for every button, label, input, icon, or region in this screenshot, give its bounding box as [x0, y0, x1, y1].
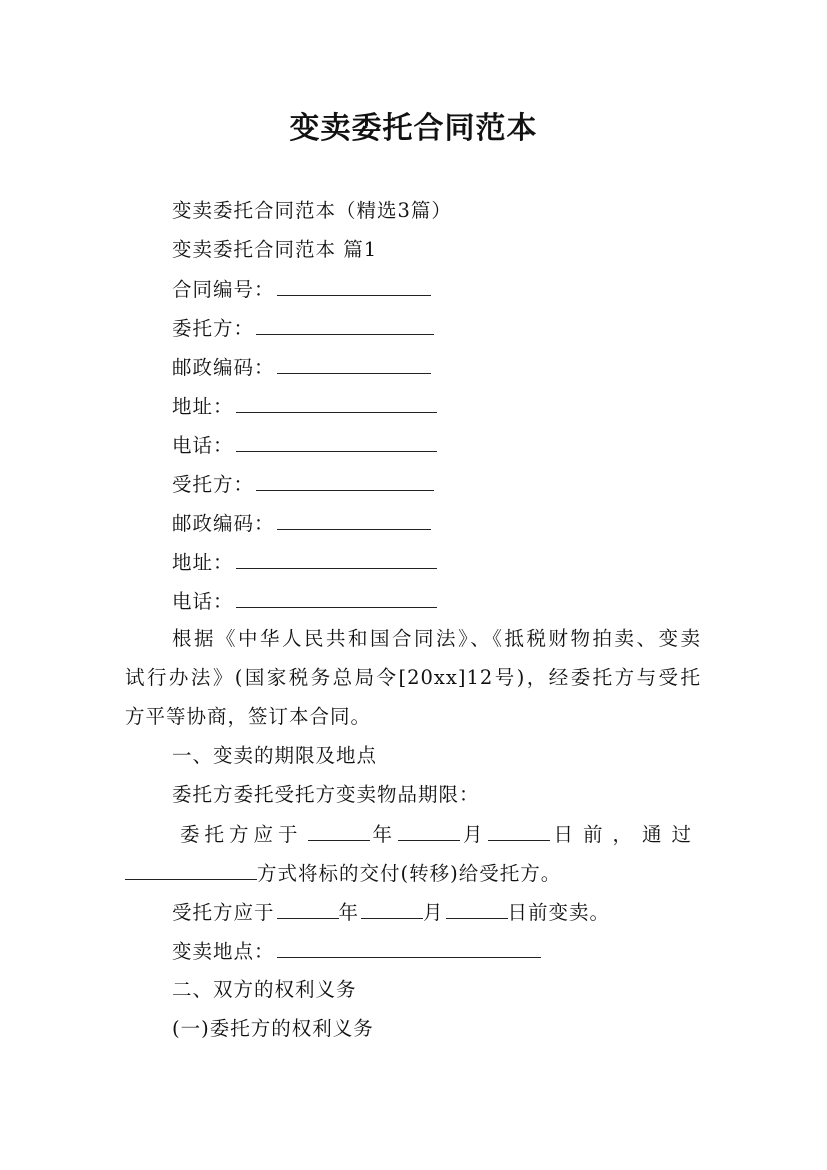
heading-rights-obligations: 二、双方的权利义务	[172, 978, 357, 1001]
field-agent-phone	[172, 589, 437, 614]
fill-blank[interactable]	[236, 394, 437, 413]
day-unit: 日前，通过	[553, 823, 701, 846]
fill-blank-month[interactable]	[398, 822, 460, 841]
fill-blank[interactable]	[256, 316, 434, 335]
field-principal	[172, 316, 434, 341]
paragraph-line	[125, 861, 701, 900]
fill-blank-month[interactable]	[361, 900, 423, 919]
delivery-text-2: 方式将标的交付(转移)给受托方。	[257, 862, 562, 885]
field-label: 变卖地点：	[172, 940, 275, 963]
field-label: 电话：	[172, 590, 234, 613]
fill-blank[interactable]	[236, 550, 437, 569]
field-label: 电话：	[172, 434, 234, 457]
field-principal-address	[172, 394, 437, 419]
basis-paragraph	[125, 627, 701, 744]
document-subtitle: 变卖委托合同范本（精选3篇）	[172, 199, 452, 222]
field-label: 邮政编码：	[172, 512, 275, 535]
field-label: 受托方：	[172, 473, 255, 496]
paragraph-line: 根据《中华人民共和国合同法》、《抵税财物拍卖、变卖	[172, 627, 701, 650]
field-label: 委托方：	[172, 317, 255, 340]
field-principal-postcode	[172, 355, 431, 380]
field-agent-postcode	[172, 511, 431, 536]
day-unit: 日前变卖。	[507, 901, 611, 924]
heading-principal-rights: (一)委托方的权利义务	[172, 1017, 374, 1040]
period-intro: 委托方委托受托方变卖物品期限：	[172, 783, 480, 806]
fill-blank[interactable]	[277, 939, 541, 958]
field-label: 地址：	[172, 395, 234, 418]
sale-text: 受托方应于	[172, 901, 275, 924]
year-unit: 年	[338, 901, 360, 924]
fill-blank-day[interactable]	[446, 900, 508, 919]
paragraph-line: 方平等协商，签订本合同。	[125, 705, 372, 728]
fill-blank-day[interactable]	[488, 822, 550, 841]
field-label: 邮政编码：	[172, 356, 275, 379]
month-unit: 月	[423, 901, 444, 924]
fill-blank-method[interactable]	[125, 861, 257, 880]
fill-blank[interactable]	[256, 472, 434, 491]
fill-blank[interactable]	[277, 511, 431, 530]
field-label: 合同编号：	[172, 278, 275, 301]
fill-blank[interactable]	[277, 355, 431, 374]
field-contract-number	[172, 277, 431, 302]
document-title: 变卖委托合同范本	[289, 111, 538, 146]
year-unit: 年	[372, 823, 393, 846]
fill-blank[interactable]	[236, 433, 437, 452]
delivery-paragraph	[125, 822, 701, 900]
delivery-text: 委托方应于	[180, 823, 303, 846]
section-heading-1: 变卖委托合同范本 篇1	[172, 238, 378, 261]
field-agent-address	[172, 550, 437, 575]
field-label: 地址：	[172, 551, 234, 574]
fill-blank[interactable]	[236, 589, 437, 608]
paragraph-line	[125, 822, 701, 861]
field-principal-phone	[172, 433, 437, 458]
sale-deadline-line	[172, 900, 610, 925]
field-agent	[172, 472, 434, 497]
field-sale-place	[172, 939, 541, 964]
heading-period-place: 一、变卖的期限及地点	[172, 744, 378, 767]
fill-blank-year[interactable]	[277, 900, 339, 919]
fill-blank[interactable]	[277, 277, 431, 296]
month-unit: 月	[462, 823, 484, 846]
paragraph-line: 试行办法》(国家税务总局令[20xx]12号)，经委托方与受托	[125, 666, 701, 689]
fill-blank-year[interactable]	[308, 822, 370, 841]
